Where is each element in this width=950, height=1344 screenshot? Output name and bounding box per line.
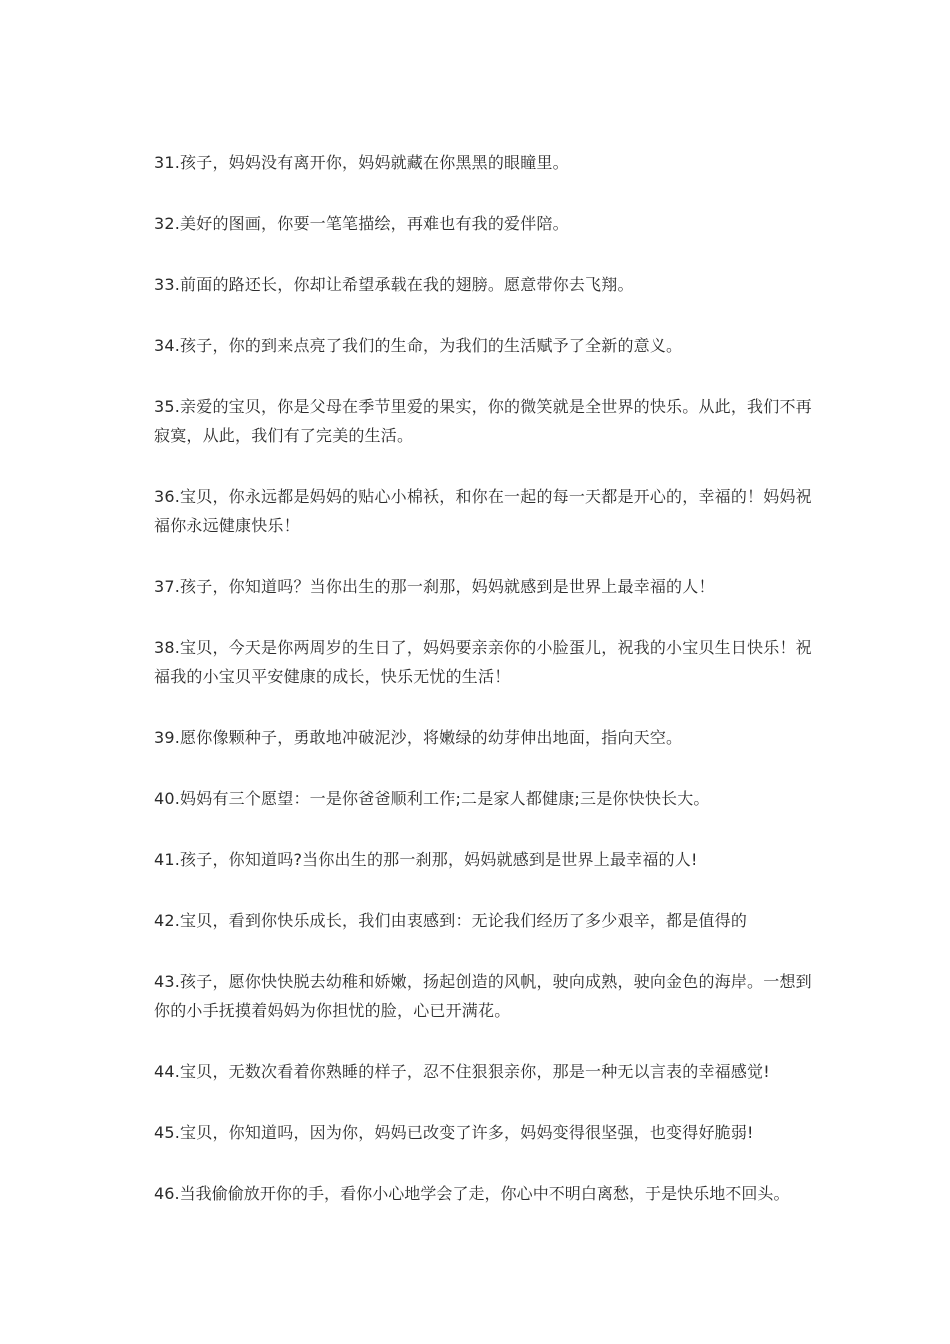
list-item: 35.亲爱的宝贝，你是父母在季节里爱的果实，你的微笑就是全世界的快乐。从此，我们不再寂寞，从此，我们有了完美的生活。 [154, 397, 812, 445]
list-item: 41.孩子，你知道吗?当你出生的那一刹那，妈妈就感到是世界上最幸福的人! [154, 850, 698, 869]
list-item: 43.孩子，愿你快快脱去幼稚和娇嫩，扬起创造的风帆，驶向成熟，驶向金色的海岸。一想到你的小手抚摸着妈妈为你担忧的脸，心已开满花。 [154, 972, 812, 1020]
list-item: 46.当我偷偷放开你的手，看你小心地学会了走，你心中不明白离愁，于是快乐地不回头。 [154, 1184, 790, 1203]
list-item: 38.宝贝，今天是你两周岁的生日了，妈妈要亲亲你的小脸蛋儿，祝我的小宝贝生日快乐！祝福我的小宝贝平安健康的成长，快乐无忧的生活！ [154, 638, 812, 686]
blessing-list [154, 148, 822, 1240]
list-item: 33.前面的路还长，你却让希望承载在我的翅膀。愿意带你去飞翔。 [154, 275, 634, 294]
list-item: 32.美好的图画，你要一笔笔描绘，再难也有我的爱伴陪。 [154, 214, 569, 233]
list-item: 34.孩子，你的到来点亮了我们的生命，为我们的生活赋予了全新的意义。 [154, 336, 683, 355]
list-item: 42.宝贝，看到你快乐成长，我们由衷感到：无论我们经历了多少艰辛，都是值得的 [154, 911, 748, 930]
list-item: 40.妈妈有三个愿望：一是你爸爸顺利工作;二是家人都健康;三是你快快长大。 [154, 789, 710, 808]
list-item: 44.宝贝，无数次看着你熟睡的样子，忍不住狠狠亲你，那是一种无以言表的幸福感觉! [154, 1062, 770, 1081]
list-item: 31.孩子，妈妈没有离开你，妈妈就藏在你黑黑的眼瞳里。 [154, 153, 569, 172]
list-item: 36.宝贝，你永远都是妈妈的贴心小棉袄，和你在一起的每一天都是开心的，幸福的！妈妈祝福你永远健康快乐！ [154, 487, 812, 535]
list-item: 37.孩子，你知道吗？当你出生的那一刹那，妈妈就感到是世界上最幸福的人！ [154, 577, 715, 596]
list-item: 45.宝贝，你知道吗，因为你，妈妈已改变了许多，妈妈变得很坚强，也变得好脆弱! [154, 1123, 754, 1142]
list-item: 39.愿你像颗种子，勇敢地冲破泥沙，将嫩绿的幼芽伸出地面，指向天空。 [154, 728, 683, 747]
